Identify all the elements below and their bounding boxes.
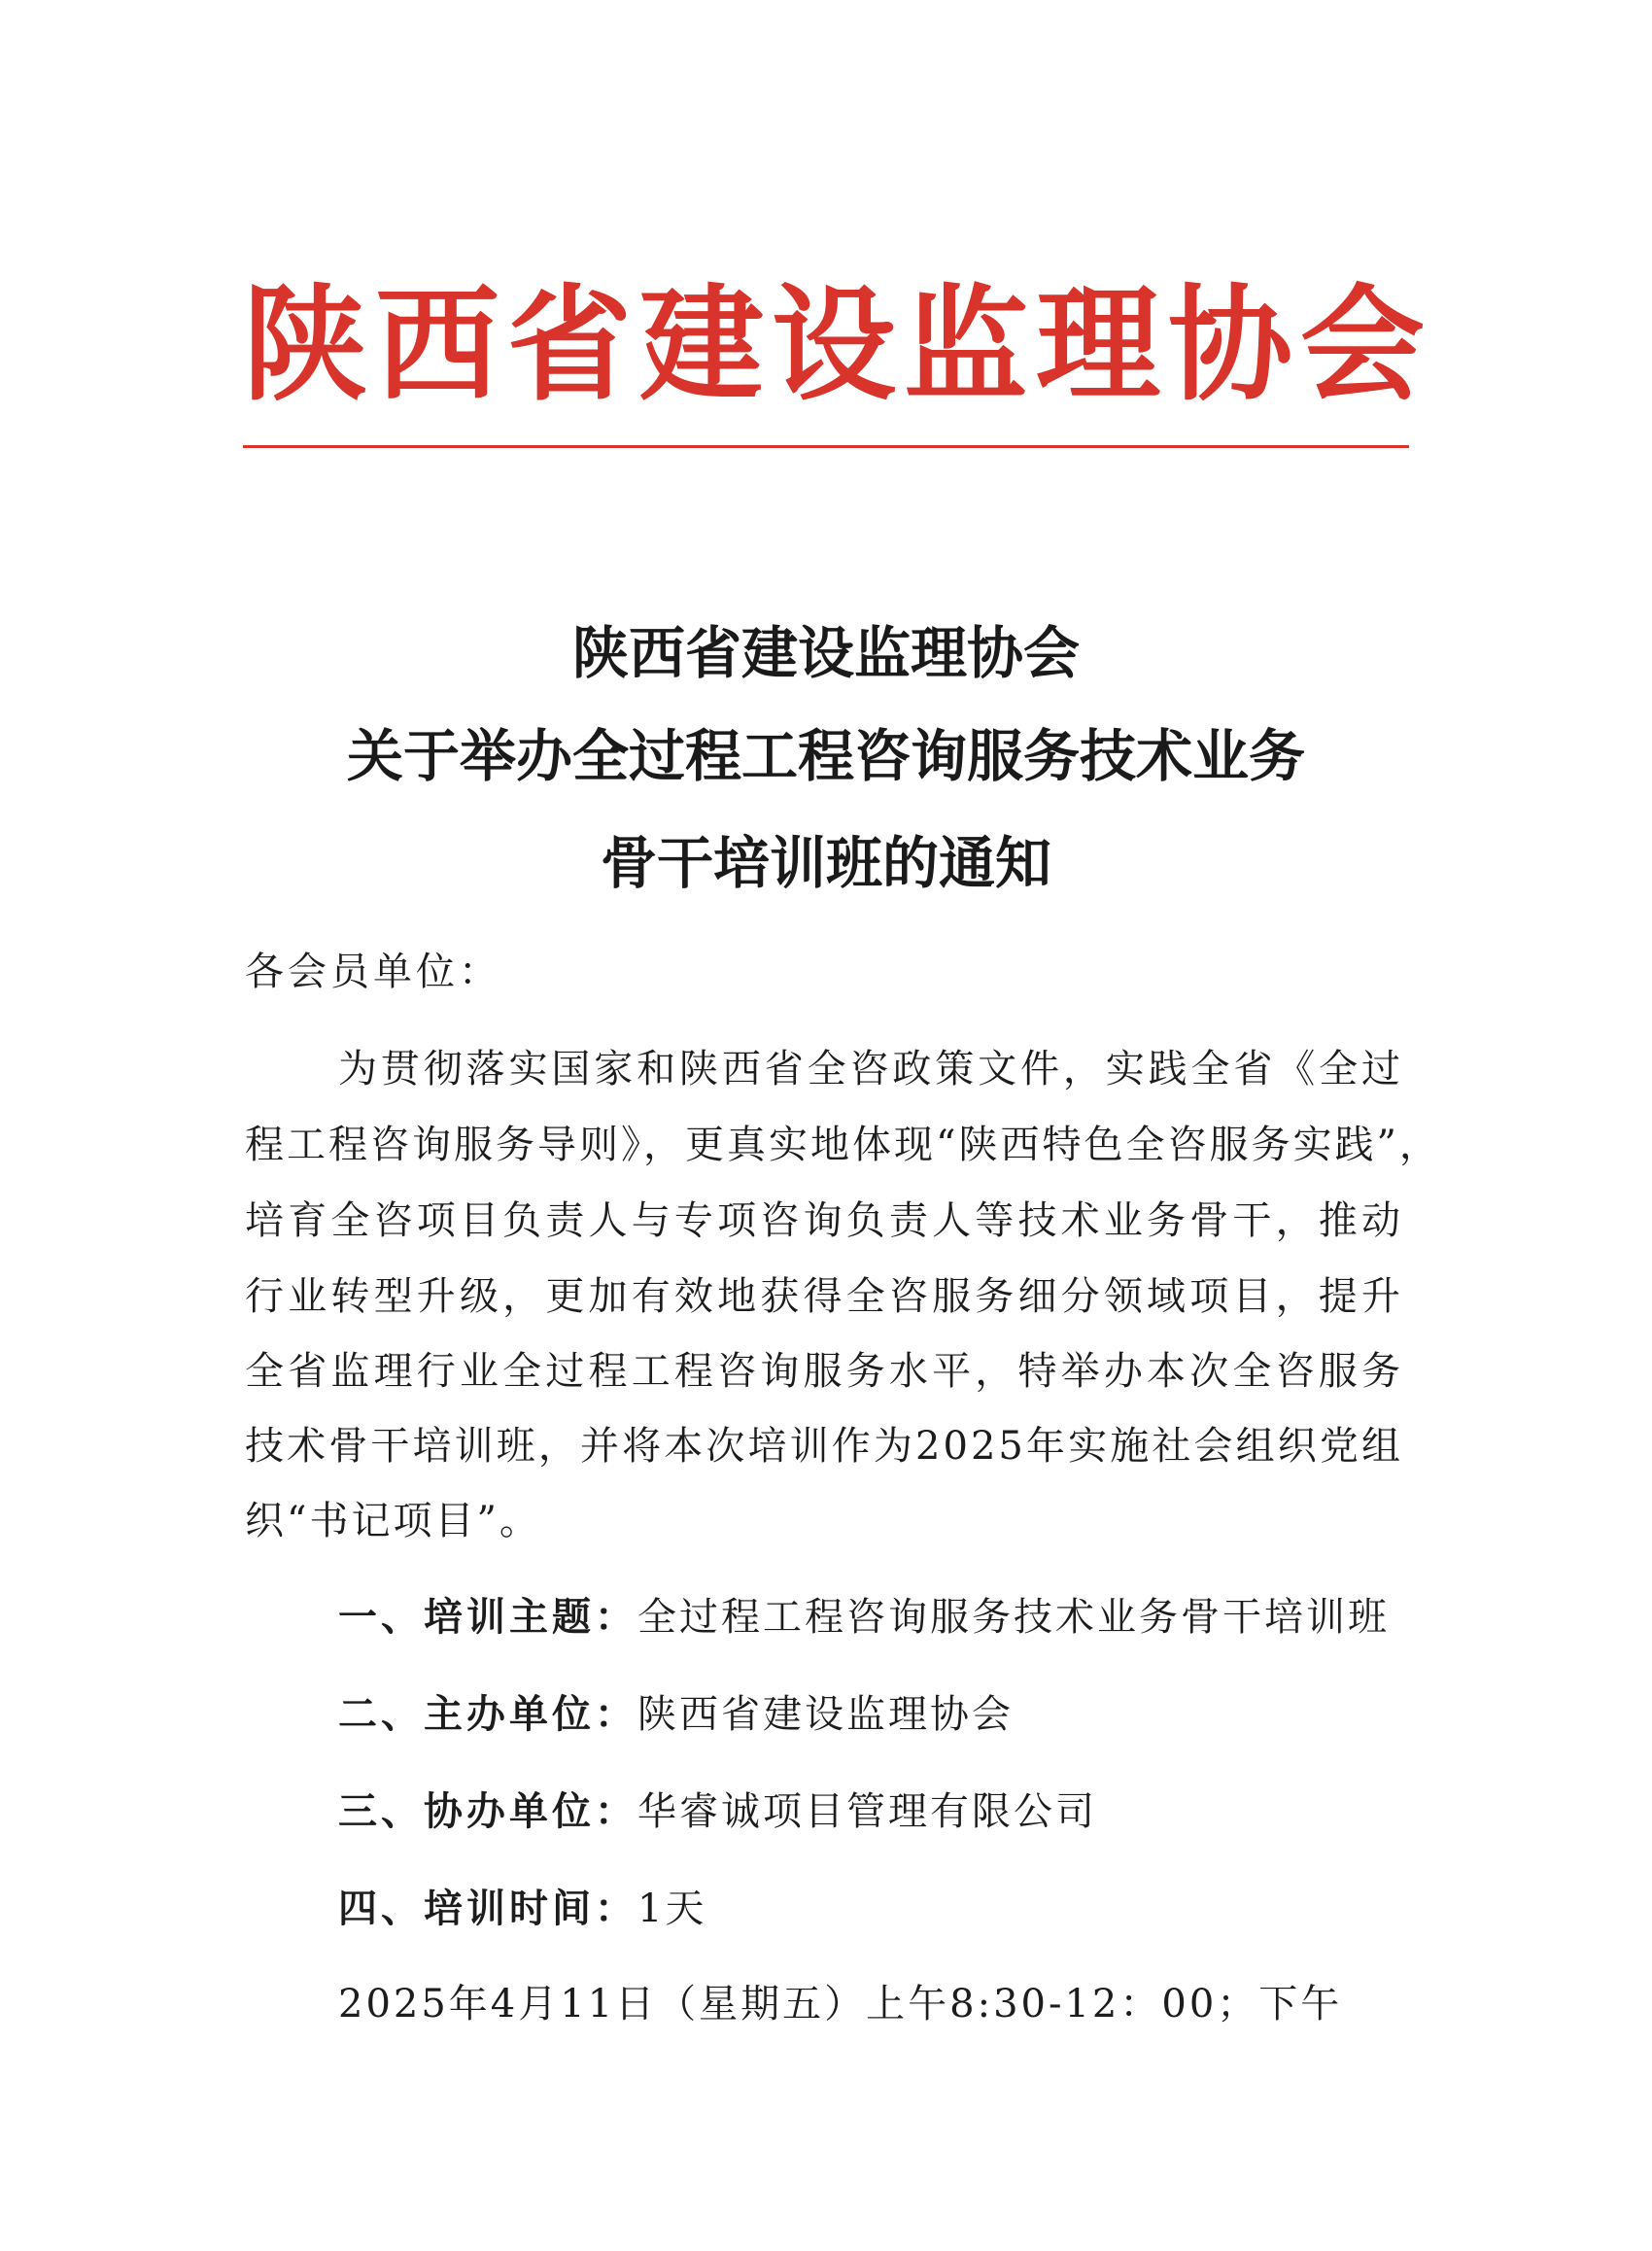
title-line-2: 关于举办全过程工程咨询服务技术业务 bbox=[346, 723, 1305, 789]
item-label: 三、协办单位： bbox=[338, 1788, 637, 1834]
title-line-1: 陕西省建设监理协会 bbox=[571, 620, 1080, 686]
letterhead-red-rule bbox=[243, 445, 1409, 448]
schedule-line: 2025年4月11日（星期五）上午8:30-12：00；下午 bbox=[338, 1982, 1343, 2026]
item-co-organizer bbox=[338, 1784, 1097, 1839]
title-line-3: 骨干培训班的通知 bbox=[600, 830, 1051, 896]
body-line-2: 程工程咨询服务导则》，更真实地体现“陕西特色全咨服务实践”， bbox=[245, 1123, 1441, 1167]
body-line-5: 全省监理行业全过程工程咨询服务水平，特举办本次全咨服务 bbox=[245, 1349, 1403, 1394]
item-value: 全过程工程咨询服务技术业务骨干培训班 bbox=[637, 1595, 1390, 1640]
item-value: 陕西省建设监理协会 bbox=[637, 1692, 1014, 1737]
letterhead-org-name: 陕西省建设监理协会 bbox=[243, 272, 1433, 418]
item-label: 四、培训时间： bbox=[338, 1886, 637, 1931]
item-training-time bbox=[338, 1882, 706, 1936]
body-line-6: 技术骨干培训班，并将本次培训作为2025年实施社会组织党组 bbox=[245, 1424, 1403, 1469]
body-line-1: 为贯彻落实国家和陕西省全咨政策文件，实践全省《全过 bbox=[338, 1047, 1403, 1091]
item-value: 华睿诚项目管理有限公司 bbox=[637, 1789, 1097, 1834]
item-value: 1天 bbox=[637, 1887, 707, 1931]
body-line-7: 织“书记项目”。 bbox=[245, 1499, 541, 1543]
body-line-4: 行业转型升级，更加有效地获得全咨服务细分领域项目，提升 bbox=[245, 1274, 1403, 1319]
item-organizer bbox=[338, 1687, 1014, 1742]
body-line-3: 培育全咨项目负责人与专项咨询负责人等技术业务骨干，推动 bbox=[245, 1198, 1403, 1243]
item-label: 二、主办单位： bbox=[338, 1691, 637, 1737]
item-label: 一、培训主题： bbox=[338, 1594, 637, 1640]
item-training-theme bbox=[338, 1590, 1390, 1645]
salutation: 各会员单位： bbox=[245, 950, 501, 994]
